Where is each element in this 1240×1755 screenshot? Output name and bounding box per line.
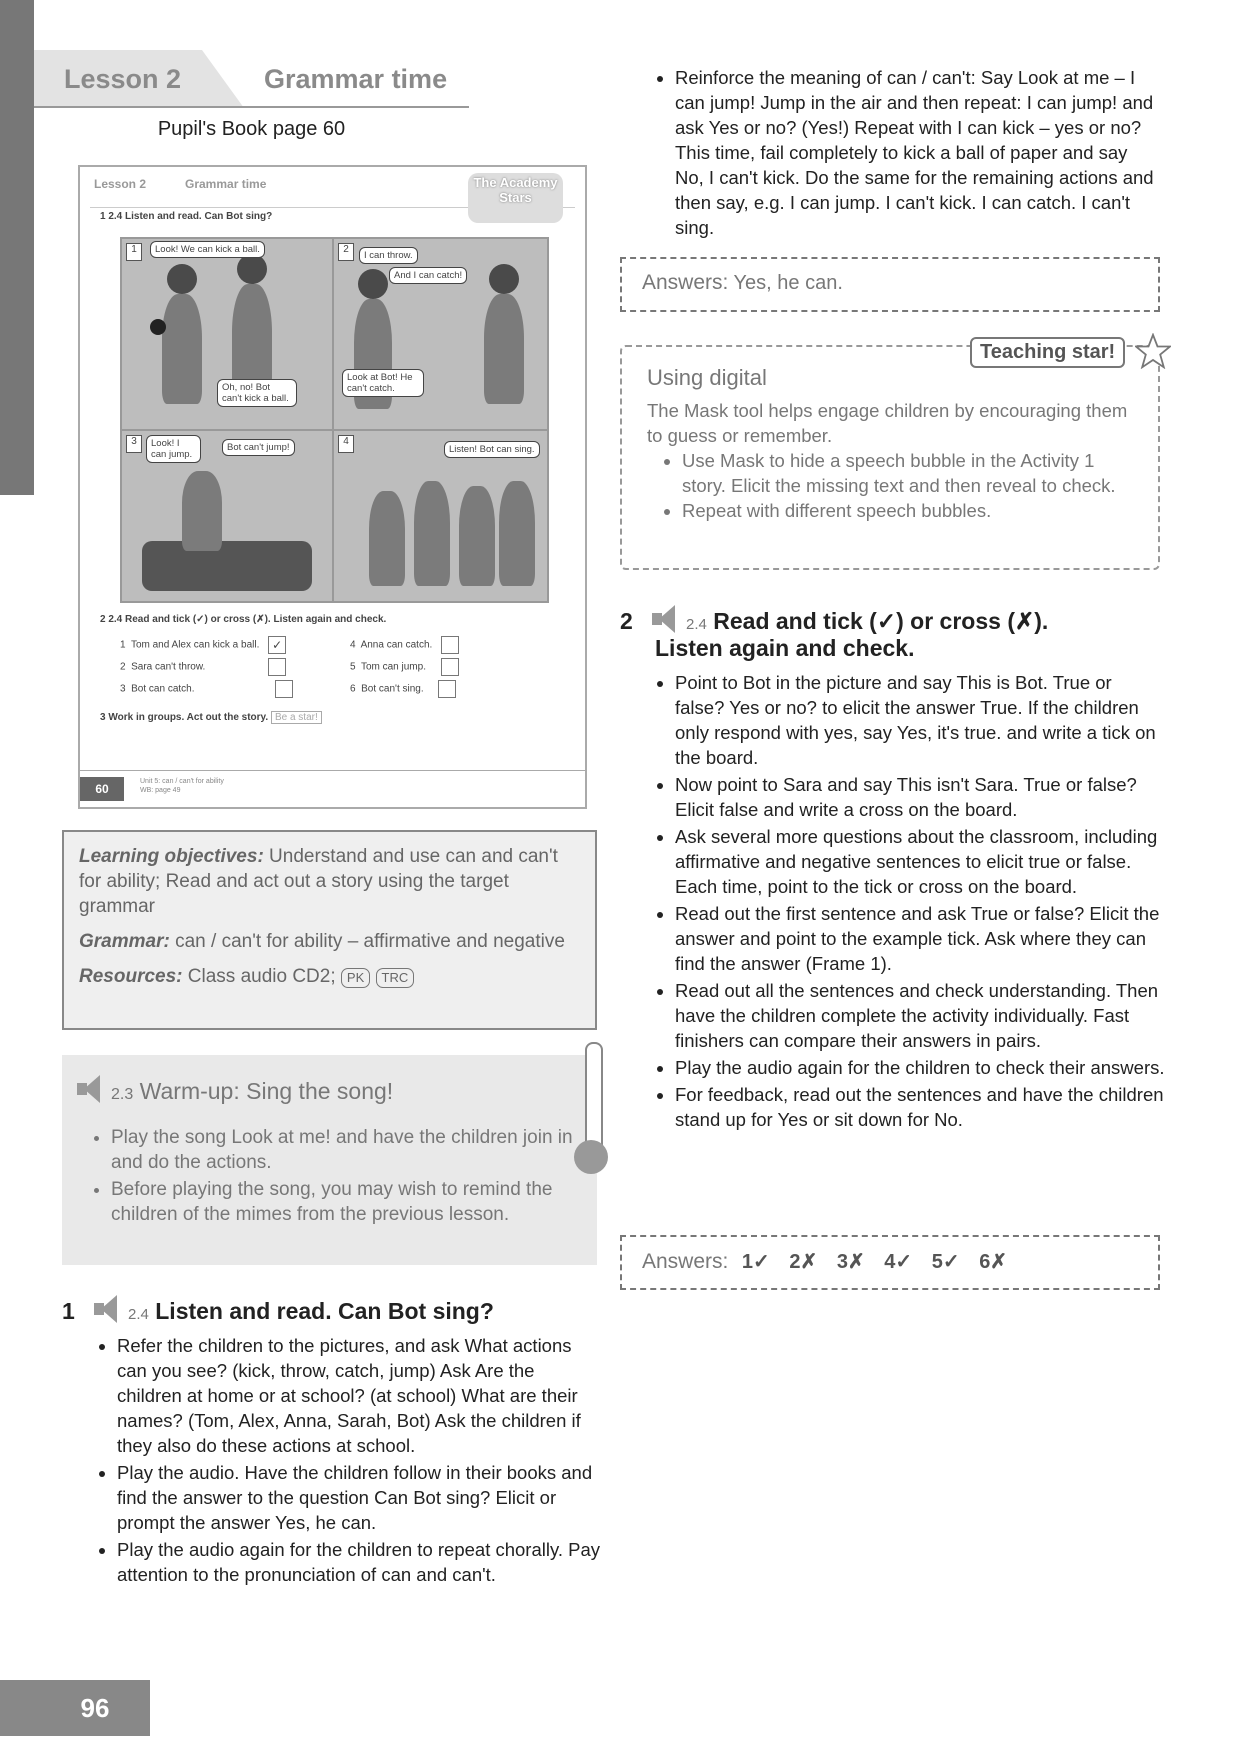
speech-bubble: Bot can't jump!: [222, 439, 295, 456]
reinforce-list: [655, 65, 1160, 240]
thumbnail-page-number: 60: [80, 777, 124, 801]
pk-badge: PK: [341, 968, 370, 988]
ex2-item-text: Tom and Alex can kick a ball.: [130, 639, 260, 651]
list-item: • Refer the children to the pictures, and ask What actions can you see? (kick, throw, catch, jump) Ask Are the children at home or at school? (at school) What are their names? (Tom, Alex, Anna, Sarah, Bot) Ask the children if they also do these actions at school.: [117, 1333, 602, 1458]
thumbnail-lesson: Lesson 2: [94, 177, 147, 191]
track-number: 2.4: [686, 616, 707, 633]
ex2-item: [350, 680, 456, 698]
activity-number: 1: [62, 1298, 75, 1324]
ex2-item: [120, 658, 286, 676]
side-bar: [0, 0, 34, 495]
speech-bubble: Look at Bot! He can't catch.: [342, 369, 424, 397]
child-head: [489, 264, 519, 294]
child-figure: [459, 486, 495, 586]
activity-number: 2: [620, 608, 633, 634]
learning-objectives: [79, 844, 580, 919]
thermometer-bulb: [574, 1140, 608, 1174]
ex2-tickbox: [268, 658, 286, 676]
teaching-star-list: [647, 448, 1133, 523]
speech-bubble: Oh, no! Bot can't kick a ball.: [217, 379, 297, 407]
activity-2: [620, 605, 1165, 1134]
warmup-box: [62, 1055, 597, 1265]
ex2-item: [350, 636, 459, 654]
speech-bubble: Listen! Bot can sing.: [444, 441, 540, 458]
warmup-title: Warm-up: Sing the song!: [139, 1078, 394, 1104]
list-item: • Point to Bot in the picture and say This is Bot. True or false? Yes or no? to elicit the answer True. If the children only respond with yes, say Yes, it's true. and write a tick on the board.: [675, 670, 1165, 770]
comic-panels: [120, 237, 545, 599]
warmup-list: [77, 1125, 582, 1227]
ex2-tickbox: [441, 636, 459, 654]
answers-label: Answers:: [642, 1250, 729, 1273]
teaching-star-title: Using digital: [647, 365, 767, 390]
ex3-text: 3 Work in groups. Act out the story.: [100, 712, 269, 723]
ex2-item-number: 4: [350, 639, 356, 651]
ex2-item-number: 5: [350, 661, 356, 673]
activity-title: Read and tick (✓) or cross (✗).: [713, 608, 1049, 634]
thumbnail-section: Grammar time: [185, 177, 267, 191]
ex2-item-text: Anna can catch.: [360, 639, 433, 651]
list-item: • Play the audio again for the children to repeat chorally. Pay attention to the pronunciation of can and can't.: [117, 1537, 602, 1587]
objectives-label: Learning objectives:: [79, 846, 264, 867]
grammar-label: Grammar:: [79, 931, 170, 952]
speaker-icon: [652, 605, 682, 633]
ex2-item-number: 1: [120, 639, 126, 651]
child-figure: [369, 491, 405, 586]
list-item: • Before playing the song, you may wish to remind the children of the mimes from the previous lesson.: [111, 1177, 582, 1227]
activity-2-heading: [620, 605, 1165, 662]
list-item: • Read out all the sentences and check understanding. Then have the children complete the activity individually. Fast finishers can compare their answers in pairs.: [675, 978, 1165, 1053]
section-title: Grammar time: [264, 64, 448, 94]
activity-1: [62, 1295, 602, 1589]
warmup-heading: [77, 1075, 582, 1105]
answers-box-2: [620, 1235, 1160, 1290]
banner-rule: [34, 106, 469, 108]
ex2-item-number: 3: [120, 683, 126, 695]
grammar: [79, 929, 580, 954]
grammar-text: can / can't for ability – affirmative and negative: [169, 931, 565, 952]
activity-title: Listen and read. Can Bot sing?: [155, 1298, 494, 1324]
speech-bubble: And I can catch!: [389, 267, 467, 284]
answers-box-1: [620, 257, 1160, 312]
thermometer-tube: [585, 1042, 603, 1156]
objectives-text: Understand and use can and can't for ability; Read and act out a story using the target grammar: [79, 846, 558, 917]
thermometer-icon: [580, 1042, 606, 1172]
be-a-star-badge: Be a star!: [271, 711, 322, 724]
speaker-icon: [77, 1075, 107, 1103]
panel-number: 4: [338, 435, 354, 453]
pupils-book-thumbnail: [78, 165, 587, 809]
list-item: • Ask several more questions about the classroom, including affirmative and negative sentences to elicit true or false. Each time, point to the tick or cross on the board.: [675, 824, 1165, 899]
academy-stars-logo: The Academy Stars: [468, 173, 563, 223]
track-number: 2.3: [111, 1086, 134, 1103]
star-icon: [1135, 333, 1171, 369]
panel-number: 3: [126, 435, 142, 453]
comic-panel-3: [120, 429, 334, 603]
comic-panel-2: [332, 237, 549, 431]
ex2-item-text: Tom can jump.: [360, 661, 426, 673]
list-item: • For feedback, read out the sentences and have the children stand up for Yes or sit down for No.: [675, 1082, 1165, 1132]
thumbnail-ex1-heading: 1 2.4 Listen and read. Can Bot sing?: [100, 211, 273, 222]
child-figure: [499, 481, 535, 586]
teaching-star-label: Teaching star!: [970, 337, 1125, 368]
thumbnail-ex2-heading: 2 2.4 Read and tick (✓) or cross (✗). Listen again and check.: [100, 614, 387, 625]
answer-item: 6✗: [979, 1251, 1008, 1273]
ex2-item-text: Bot can catch.: [131, 683, 195, 695]
list-item: • Play the song Look at me! and have the children join in and do the actions.: [111, 1125, 582, 1175]
page-number: 96: [80, 1693, 110, 1723]
page-number-tab: [0, 1680, 150, 1736]
child-figure: [162, 294, 202, 404]
thumbnail-unit-info: [140, 777, 224, 795]
lesson-banner: [34, 50, 469, 108]
answers-text: Yes, he can.: [728, 272, 843, 294]
crash-mat: [142, 541, 312, 591]
comic-panel-4: [332, 429, 549, 603]
child-head: [358, 269, 388, 299]
trc-badge: TRC: [376, 968, 415, 988]
comic-panel-1: [120, 237, 334, 431]
right-column-intro: [655, 65, 1160, 242]
panel-number: 1: [126, 243, 142, 261]
child-head: [237, 254, 267, 284]
lesson-label: Lesson 2: [64, 64, 182, 94]
ex2-tickbox: [275, 680, 293, 698]
ex2-item: [350, 658, 459, 676]
ex2-tickbox: [441, 658, 459, 676]
teaching-star-box: [620, 345, 1160, 570]
answers-label: Answers:: [642, 271, 729, 294]
child-head: [167, 264, 197, 294]
list-item: • Play the audio again for the children to check their answers.: [675, 1055, 1165, 1080]
activity-1-list: [62, 1333, 602, 1587]
answer-item: 2✗: [789, 1251, 818, 1273]
thumbnail-ex3-heading: [100, 712, 322, 723]
resources-label: Resources:: [79, 966, 183, 987]
ex2-item: [120, 680, 293, 698]
unit-line: WB: page 49: [140, 787, 181, 794]
thumbnail-footer: [80, 770, 585, 807]
pupils-book-reference: Pupil's Book page 60: [157, 118, 346, 140]
teaching-star-intro: The Mask tool helps engage children by encouraging them to guess or remember.: [647, 400, 1128, 446]
answer-item: 3✗: [836, 1251, 865, 1273]
resources-text: Class audio CD2;: [182, 966, 336, 987]
child-figure: [484, 294, 524, 404]
list-item: • Repeat with different speech bubbles.: [682, 498, 1133, 523]
child-figure: [414, 481, 450, 586]
ex2-tickbox: ✓: [268, 636, 286, 654]
ex2-tickbox: [438, 680, 456, 698]
answer-item: 5✓: [931, 1251, 960, 1273]
panel-number: 2: [338, 243, 354, 261]
track-number: 2.4: [128, 1306, 149, 1323]
ex2-item-number: 2: [120, 661, 126, 673]
list-item: • Reinforce the meaning of can / can't: Say Look at me – I can jump! Jump in the air and then repeat: I can jump! and ask Yes or no? (Yes!) Repeat with I can kick – yes or no? This time, fail completely to kick a ball of paper and say No, I can't kick. Do the same for the remaining actions and then say, e.g. I can jump. I can't kick. I can catch. I can't sing.: [675, 65, 1160, 240]
ex2-item-number: 6: [350, 683, 356, 695]
ex2-item-text: Bot can't sing.: [361, 683, 424, 695]
ex2-item-text: Sara can't throw.: [131, 661, 206, 673]
activity-1-heading: [62, 1295, 602, 1325]
activity-2-list: [620, 670, 1165, 1132]
objectives-box: [62, 830, 597, 1030]
list-item: • Use Mask to hide a speech bubble in the Activity 1 story. Elicit the missing text and then reveal to check.: [682, 448, 1133, 498]
list-item: • Now point to Sara and say This isn't Sara. True or false? Elicit false and write a cross on the board.: [675, 772, 1165, 822]
speaker-icon: [94, 1295, 124, 1323]
resources: [79, 964, 580, 989]
speech-bubble: Look! We can kick a ball.: [150, 241, 265, 258]
ex2-item: [120, 636, 286, 654]
unit-line: Unit 5: can / can't for ability: [140, 778, 224, 785]
answer-item: 4✓: [884, 1251, 913, 1273]
list-item: • Read out the first sentence and ask True or false? Elicit the answer and point to the example tick. Ask where they can find the answer (Frame 1).: [675, 901, 1165, 976]
ball: [150, 319, 166, 335]
activity-title-line-2: Listen again and check.: [655, 635, 915, 661]
speech-bubble: I can throw.: [359, 247, 418, 264]
list-item: • Play the audio. Have the children follow in their books and find the answer to the question Can Bot sing? Elicit or prompt the answer Yes, he can.: [117, 1460, 602, 1535]
speech-bubble: Look! I can jump.: [146, 435, 201, 463]
answer-item: 1✓: [741, 1251, 770, 1273]
child-figure: [182, 471, 222, 551]
